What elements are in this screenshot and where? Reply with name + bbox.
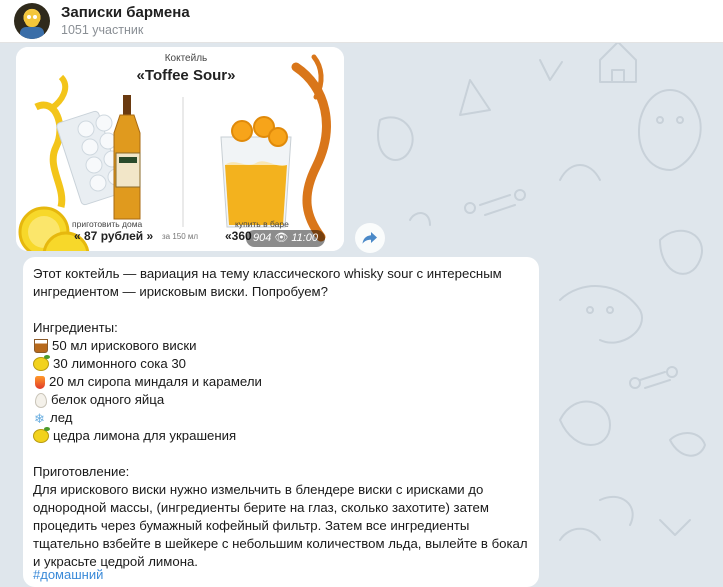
channel-avatar[interactable] — [14, 3, 50, 39]
ingredient-item: белок одного яйца — [33, 391, 531, 409]
chat-header — [0, 0, 723, 43]
photo-home-label: приготовить дома — [72, 219, 143, 229]
eye-icon: 👁 — [274, 232, 289, 244]
message-time: 11:00 — [291, 232, 319, 244]
ingredient-item: 20 мл сиропа миндаля и карамели — [33, 373, 531, 391]
photo-bar-price: «360 — [225, 229, 252, 243]
ingredient-item: цедра лимона для украшения — [33, 427, 531, 445]
text-message[interactable] — [23, 257, 539, 587]
photo-title: «Toffee Sour» — [136, 67, 236, 84]
whisky-glass-icon — [34, 339, 48, 353]
cocktail-icon — [35, 376, 45, 389]
ingredient-item: 50 мл ирискового виски — [33, 337, 531, 355]
photo-separator-text: за 150 мл — [162, 232, 199, 241]
egg-icon — [35, 393, 47, 408]
preparation-title: Приготовление: — [33, 464, 130, 479]
channel-title[interactable]: Записки бармена — [61, 4, 190, 21]
photo-bar-label: купить в баре — [235, 219, 289, 229]
message-body — [33, 265, 531, 571]
hashtag-link[interactable]: #домашний — [33, 567, 104, 582]
share-button[interactable] — [355, 223, 385, 253]
ingredient-item: ❄ лед — [34, 410, 73, 426]
intro-text: Этот коктейль — вариация на тему классического whisky sour с интересным ингредиентом — ирисковым виски. Попробуем? — [33, 266, 502, 299]
photo-home-price: « 87 рублей » — [74, 229, 154, 243]
lemon-icon — [33, 357, 49, 371]
photo-kicker: Коктейль — [164, 53, 208, 64]
ingredient-item: 30 лимонного сока 30 — [33, 355, 531, 373]
preparation-text: Для ирискового виски нужно измельчить в блендере виски с ирисками до однородной массы, (ингредиенты берите на глаз, сколько захотите) затем процедить через бумажный кофейный фильтр. Затем все ингредиенты тщательно взбейте в шейкере с небольшим количеством льда, вылейте в бокал и украсьте цедрой лимона. — [33, 482, 528, 569]
share-icon — [362, 231, 378, 245]
photo-message[interactable] — [16, 47, 344, 251]
photo-meta — [246, 230, 325, 247]
ice-icon: ❄ — [34, 410, 45, 426]
view-count: 904 — [253, 232, 272, 244]
ingredients-title: Ингредиенты: — [33, 320, 118, 335]
lemon-icon — [33, 429, 49, 443]
channel-member-count: 1051 участник — [61, 23, 144, 37]
